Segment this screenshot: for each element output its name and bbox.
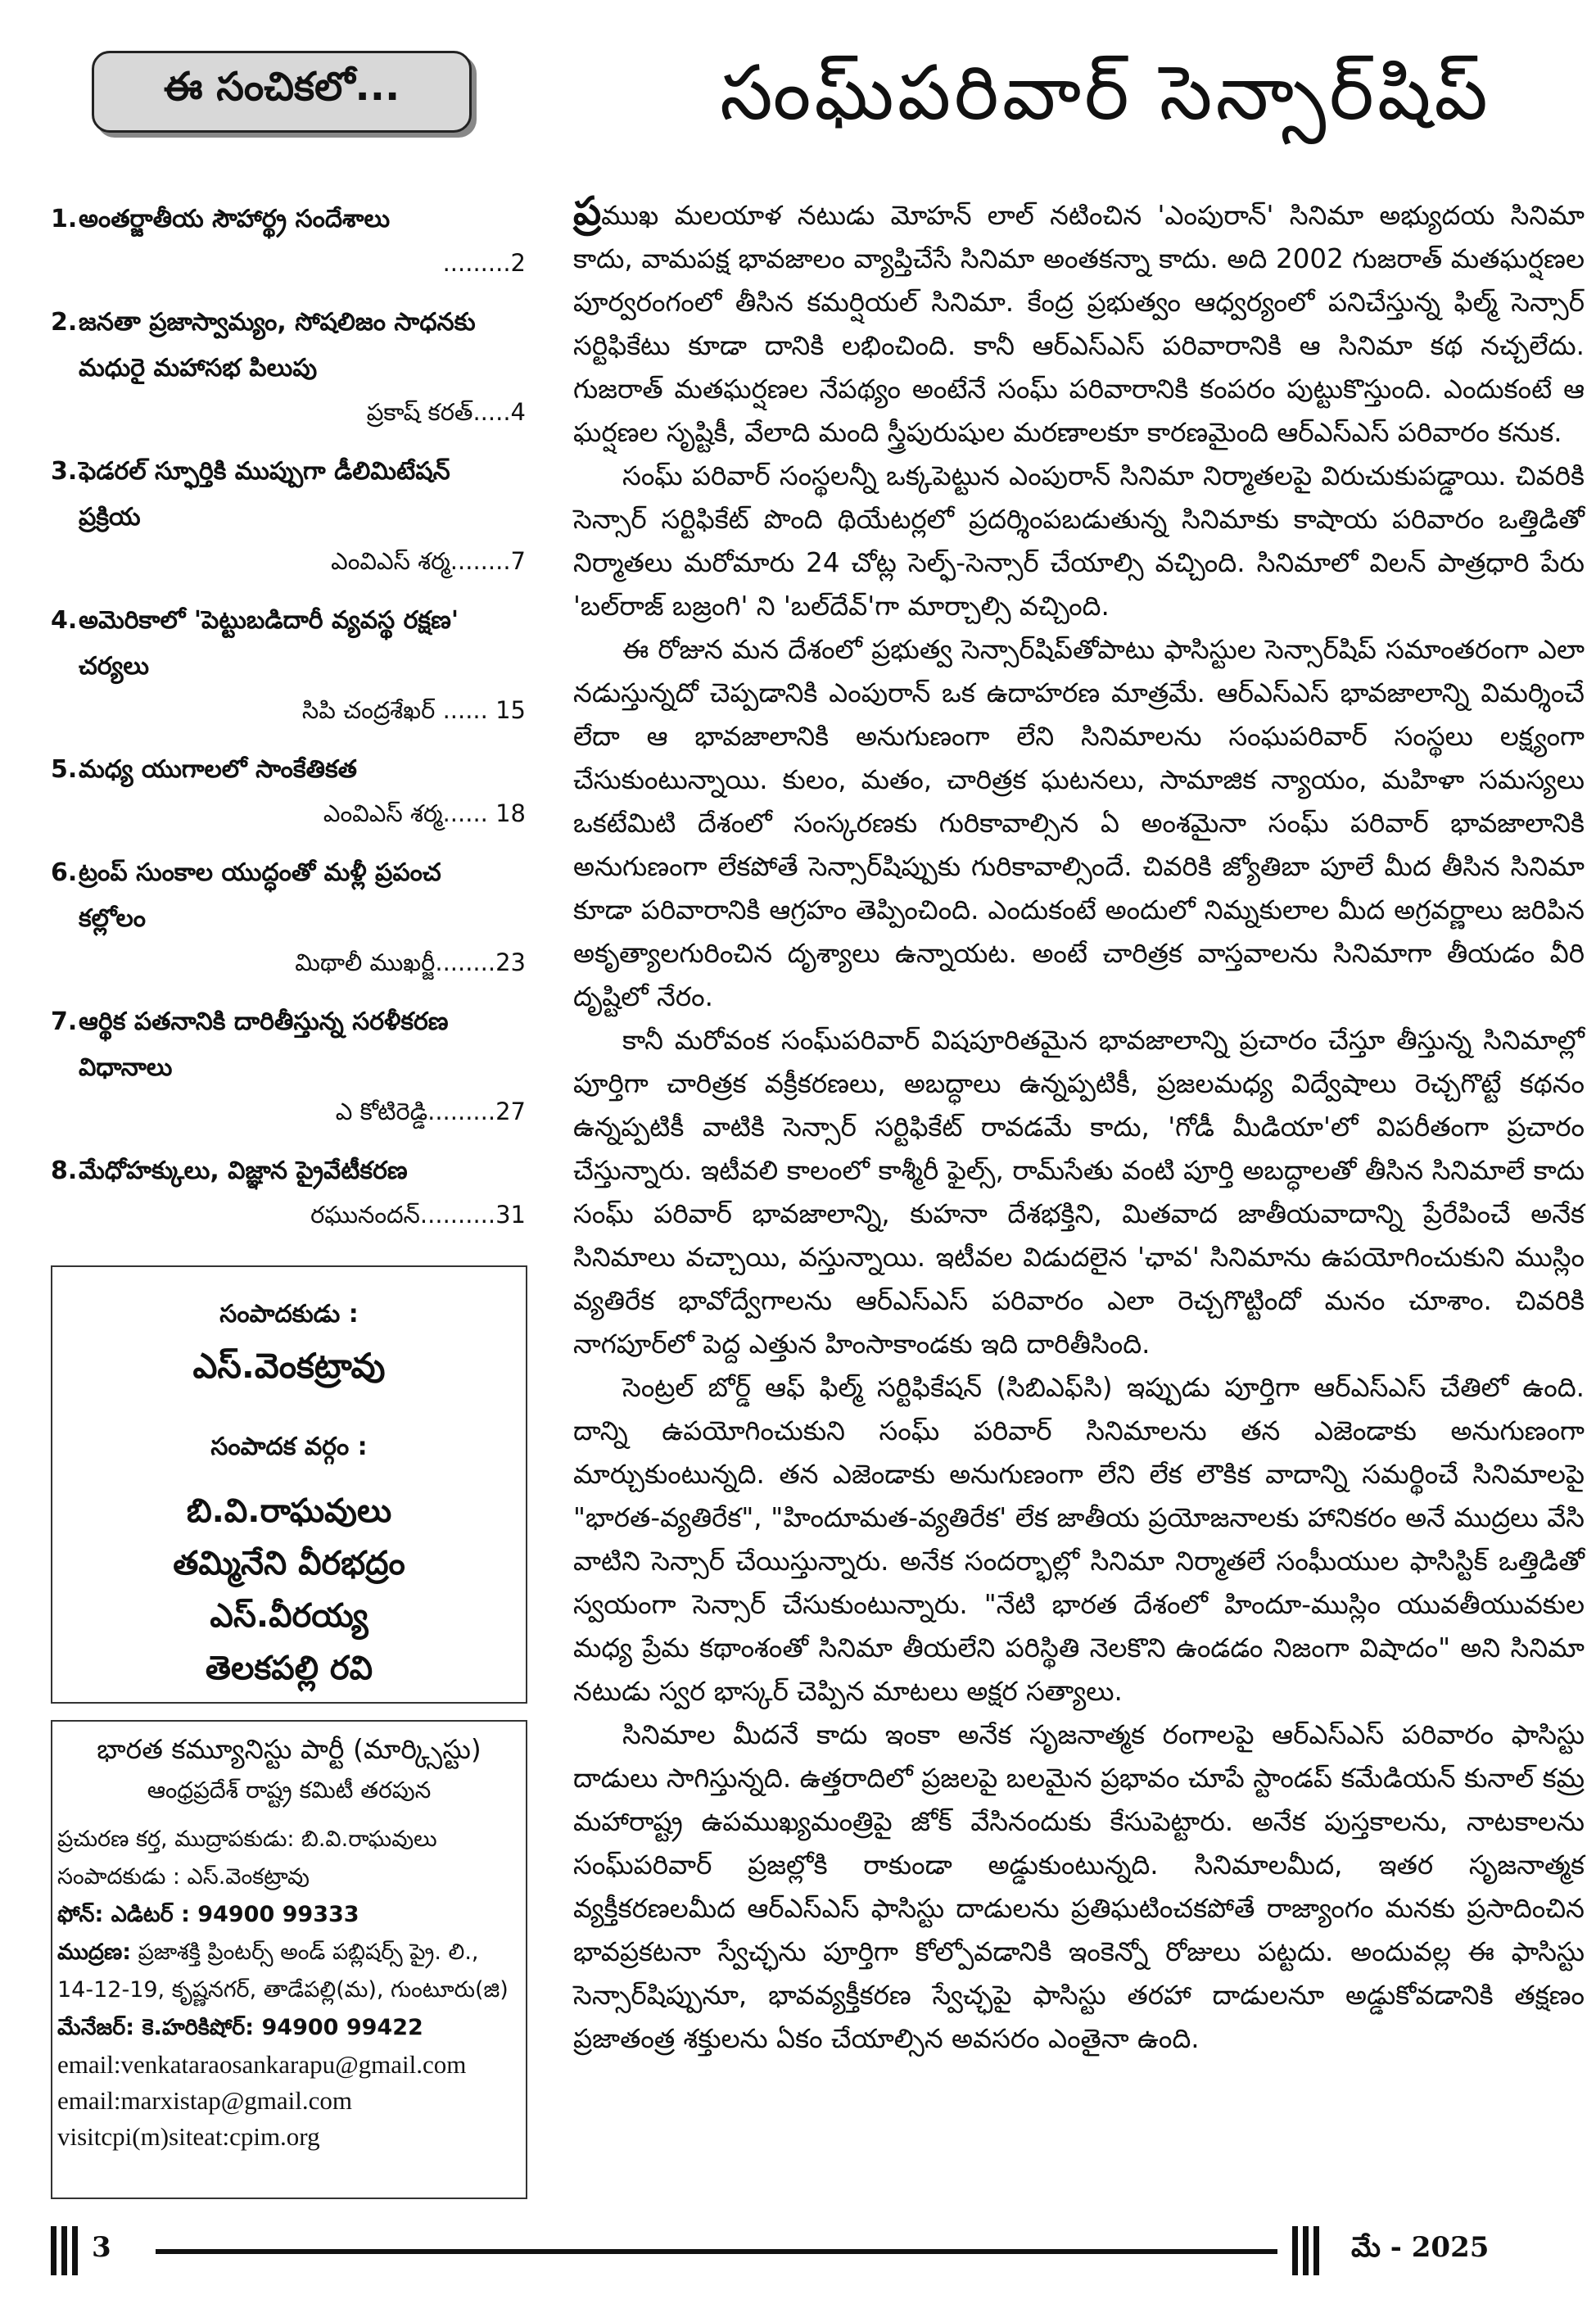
toc-item-title	[51, 850, 526, 942]
toc-item-author-page: ఎంవిఎస్ శర్మ...... 18	[323, 799, 526, 827]
toc-item-number: 2.	[51, 308, 78, 337]
article-paragraph	[573, 190, 1585, 455]
board-label: సంపాదక వర్గం :	[210, 1433, 368, 1461]
toc-item-title-text: ట్రంప్ సుంకాల యుద్ధంతో మళ్లీ ప్రపంచ	[79, 858, 441, 887]
toc-item-title	[51, 598, 526, 690]
toc-item[interactable]	[51, 598, 526, 731]
toc-item[interactable]	[51, 747, 526, 834]
article-paragraph: సంఘ్ పరివార్ సంస్థలన్నీ ఒక్కపెట్టున ఎంపురాన్ సినిమా నిర్మాతలపై విరుచుకుపడ్డాయి. చివరికి సెన్సార్ సర్టిఫికేట్ పొంది థియేటర్లలో ప్రదర్శింపబడుతున్న సినిమాకు కాషాయ పరివారం ఒత్తిడితో నిర్మాతలు మరోమారు 24 చోట్ల సెల్ఫ్-సెన్సార్ చేయాల్సి వచ్చింది. సినిమాలో విలన్ పాత్రధారి పేరు 'బల్‌రాజ్ బజ్రంగి' ని 'బల్‌దేవ్'గా మార్చాల్సి వచ్చింది.	[573, 460, 1585, 622]
footer-bars-left	[51, 2226, 78, 2275]
toc-item[interactable]	[51, 300, 526, 432]
toc-item-title-text: జనతా ప్రజాస్వామ్యం, సోషలిజం సాధనకు	[79, 308, 476, 337]
toc-item-title-cont: కల్లోలం	[79, 904, 146, 933]
toc-item-title-cont: విధానాలు	[79, 1053, 173, 1082]
toc-heading: ఈ సంచికలో...	[92, 51, 472, 133]
toc-item-title-text: మేధోహక్కులు, విజ్ఞాన ప్రైవేటీకరణ	[79, 1156, 408, 1185]
board-member: బి.వి.రాఘవులు	[186, 1492, 392, 1530]
toc-item-number: 5.	[51, 755, 78, 784]
toc-item-author-page: మిథాలీ ముఖర్జీ........23	[295, 948, 526, 976]
phone-line: ఫోన్: ఎడిటర్ : 94900 99333	[57, 1902, 359, 1927]
editor-label: సంపాదకుడు :	[219, 1300, 359, 1328]
toc-item-author-page: సిపి చంద్రశేఖర్ ...... 15	[301, 696, 526, 724]
toc-item[interactable]	[51, 999, 526, 1132]
toc-item-title-cont: మధురై మహాసభ పిలుపు	[79, 354, 318, 382]
board-member: తెలకపల్లి రవి	[205, 1650, 373, 1687]
publisher-line: ప్రచురణ కర్త, ముద్రాపకుడు: బి.వి.రాఘవులు	[57, 1826, 437, 1852]
toc-item-author-page: .........2	[442, 249, 526, 277]
manager-line: మేనేజర్: కె.హరికిషోర్: 94900 99422	[57, 2015, 423, 2040]
toc-item-author-page: రఘునందన్..........31	[310, 1201, 526, 1229]
party-subtitle: ఆంధ్రప్రదేశ్ రాష్ట్ర కమిటీ తరపున	[147, 1777, 432, 1804]
party-name: భారత కమ్యూనిస్టు పార్టీ (మార్క్సిస్టు)	[97, 1733, 482, 1765]
paragraph-text: ముఖ మలయాళ నటుడు మోహన్ లాల్ నటించిన 'ఎంపురాన్' సినిమా అభ్యుదయ సినిమా కాదు, వామపక్ష భావజాలం వ్యాప్తిచేసే సినిమా అంతకన్నా కాదు. అది 2002 గుజరాత్ మతఘర్షణల పూర్వరంగంలో తీసిన కమర్షియల్ సినిమా. కేంద్ర ప్రభుత్వం ఆధ్వర్యంలో పనిచేస్తున్న ఫిల్మ్ సెన్సార్ సర్టిఫికేటు కూడా దానికి లభించింది. కానీ ఆర్‌ఎస్‌ఎస్ పరివారానికి ఆ సినిమా కథ నచ్చలేదు. గుజరాత్ మతఘర్షణల నేపథ్యం అంటేనే సంఘ్ పరివారానికి కంపరం పుట్టుకొస్తుంది. ఎందుకంటే ఆ ఘర్షణల సృష్టికీ, వేలాది మంది స్త్రీపురుషుల మరణాలకూ కారణమైంది ఆర్‌ఎస్‌ఎస్ పరివారం కనుక.	[573, 200, 1585, 448]
toc-item-title	[51, 999, 526, 1091]
toc-item-title-text: ఫెడరల్ స్ఫూర్తికి ముప్పుగా డీలిమిటేషన్	[79, 457, 450, 486]
article-body	[573, 190, 1585, 2061]
page-footer	[0, 2220, 1596, 2285]
toc-item-title	[51, 449, 526, 541]
toc-item-number: 1.	[51, 205, 78, 233]
toc-item-number: 4.	[51, 606, 78, 635]
dropcap: ప్ర	[573, 188, 602, 234]
toc-item-title-cont: చర్యలు	[79, 652, 149, 681]
toc-item-number: 7.	[51, 1007, 78, 1036]
page-number: 3	[92, 2231, 111, 2264]
print-label: ముద్రణ:	[57, 1940, 132, 1965]
email-link-1[interactable]: email:venkataraosankarapu@gmail.com	[57, 2050, 467, 2079]
toc-item-title-cont: ప్రక్రియ	[79, 503, 141, 532]
print-text: ప్రజాశక్తి ప్రింటర్స్ అండ్ పబ్లిషర్స్ ప్రై. లి., 14-12-19, కృష్ణనగర్, తాడేపల్లి(మ), గుంటూరు(జి)	[57, 1940, 509, 2003]
publisher-box	[51, 1720, 527, 2199]
print-line	[57, 1934, 521, 2009]
toc-item[interactable]	[51, 449, 526, 582]
editor-name: ఎస్.వెంకట్రావు	[192, 1346, 386, 1386]
footer-bars-right	[1292, 2226, 1319, 2275]
toc-item[interactable]	[51, 850, 526, 983]
article-title: సంఘ్‌పరివార్ సెన్సార్‌షిప్	[720, 49, 1491, 137]
board-member: తమ్మినేని వీరభద్రం	[173, 1545, 405, 1582]
board-member: ఎస్.వీరయ్య	[210, 1597, 368, 1635]
website-link[interactable]: visitcpi(m)siteat:cpim.org	[57, 2122, 320, 2151]
toc-item-author-page: ఎంవిఎస్ శర్మ........7	[331, 547, 526, 575]
toc-item-title-text: ఆర్థిక పతనానికి దారితీస్తున్న సరళీకరణ	[79, 1007, 449, 1036]
toc-item-title-text: మధ్య యుగాలలో సాంకేతికత	[79, 755, 357, 784]
toc-item-title	[51, 300, 526, 392]
toc-item-number: 6.	[51, 858, 78, 887]
article-paragraph: ఈ రోజున మన దేశంలో ప్రభుత్వ సెన్సార్‌షిప్‌తోపాటు ఫాసిస్టుల సెన్సార్‌షిప్ సమాంతరంగా ఎలా నడుస్తున్నదో చెప్పడానికి ఎంపురాన్ ఒక ఉదాహరణ మాత్రమే. ఆర్‌ఎస్‌ఎస్ భావజాలాన్ని విమర్శించే లేదా ఆ భావజాలానికి అనుగుణంగా లేని సినిమాలను సంఘపరివార్ సంస్థలు లక్ష్యంగా చేసుకుంటున్నాయి. కులం, మతం, చారిత్రక ఘటనలు, సామాజిక న్యాయం, మహిళా సమస్యలు ఒకటేమిటి దేశంలో సంస్కరణకు గురికావాల్సిన ఏ అంశమైనా సంఘ్ పరివార్ భావజాలానికి అనుగుణంగా లేకపోతే సెన్సార్‌షిప్పుకు గురికావాల్సిందే. చివరికి జ్యోతిబా పూలే మీద తీసిన సినిమా కూడా పరివారానికి ఆగ్రహం తెప్పించింది. ఎందుకంటే అందులో నిమ్నకులాల మీద అగ్రవర్ణాలు జరిపిన అకృత్యాలగురించిన దృశ్యాలు ఉన్నాయట. అంటే చారిత్రక వాస్తవాలను సినిమాగా తీయడం వీరి దృష్టిలో నేరం.	[573, 634, 1585, 1012]
toc-item-title	[51, 197, 526, 242]
issue-date: మే - 2025	[1351, 2231, 1490, 2264]
toc-item[interactable]	[51, 1148, 526, 1235]
toc-item-author-page: ఎ కోటిరెడ్డి.........27	[335, 1098, 526, 1125]
toc-item-title	[51, 1148, 526, 1194]
toc-item-title-text: అమెరికాలో 'పెట్టుబడిదారీ వ్యవస్థ రక్షణ'	[79, 606, 459, 635]
footer-rule	[156, 2249, 1277, 2254]
editor-line: సంపాదకుడు : ఎస్.వెంకట్రావు	[57, 1864, 310, 1890]
toc-item-author-page: ప్రకాష్ కరత్.....4	[366, 398, 526, 426]
toc-item-number: 3.	[51, 457, 78, 486]
editorial-board-box	[51, 1265, 527, 1704]
article-paragraph: సెంట్రల్ బోర్డ్ ఆఫ్ ఫిల్మ్ సర్టిఫికేషన్ (సిబిఎఫ్‌సి) ఇప్పుడు పూర్తిగా ఆర్‌ఎస్‌ఎస్ చేతిలో ఉంది. దాన్ని ఉపయోగించుకుని సంఘ్ పరివార్ సినిమాలను తన ఎజెండాకు అనుగుణంగా మార్చుకుంటున్నది. తన ఎజెండాకు అనుగుణంగా లేని లేక లౌకిక వాదాన్ని సమర్థించే సినిమాలపై "భారత-వ్యతిరేక", "హిందూమత-వ్యతిరేక' లేక జాతీయ ప్రయోజనాలకు హానికరం అనే ముద్రలు వేసి వాటిని సెన్సార్ చేయిస్తున్నారు. అనేక సందర్భాల్లో సినిమా నిర్మాతలే సంఘీయుల ఫాసిస్టిక్ ఒత్తిడితో స్వయంగా సెన్సార్ చేసుకుంటున్నారు. "నేటి భారత దేశంలో హిందూ-ముస్లిం యువతీయువకుల మధ్య ప్రేమ కథాంశంతో సినిమా తీయలేని పరిస్థితి నెలకొని ఉండడం నిజంగా విషాదం" అని సినిమా నటుడు స్వర భాస్కర్ చెప్పిన మాటలు అక్షర సత్యాలు.	[573, 1372, 1585, 1707]
table-of-contents	[51, 197, 526, 1252]
toc-item[interactable]	[51, 197, 526, 283]
article-paragraph: సినిమాల మీదనే కాదు ఇంకా అనేక సృజనాత్మక రంగాలపై ఆర్‌ఎస్‌ఎస్ పరివారం ఫాసిస్టు దాడులు సాగిస్తున్నది. ఉత్తరాదిలో ప్రజలపై బలమైన ప్రభావం చూపే స్టాండప్ కమేడియన్ కునాల్ కమ్ర మహారాష్ట్ర ఉపముఖ్యమంత్రిపై జోక్ వేసినందుకు కేసుపెట్టారు. అనేక పుస్తకాలను, నాటకాలను సంఘ్‌పరివార్ ప్రజల్లోకి రాకుండా అడ్డుకుంటున్నది. సినిమాలమీద, ఇతర సృజనాత్మక వ్యక్తీకరణలమీద ఆర్‌ఎస్‌ఎస్ ఫాసిస్టు దాడులను ప్రతిఘటించకపోతే రాజ్యాంగం మనకు ప్రసాదించిన భావప్రకటనా స్వేచ్ఛను పూర్తిగా కోల్పోవడానికి ఇంకెన్నో రోజులు పట్టదు. అందువల్ల ఈ ఫాసిస్టు సెన్సార్‌షిప్పునూ, భావవ్యక్తీకరణ స్వేచ్ఛపై ఫాసిస్టు తరహా దాడులనూ అడ్డుకోవడానికి తక్షణం ప్రజాతంత్ర శక్తులను ఏకం చేయాల్సిన అవసరం ఎంతైనా ఉంది.	[573, 1719, 1585, 2054]
toc-item-title-text: అంతర్జాతీయ సౌహార్థ్ర సందేశాలు	[79, 205, 391, 233]
article-paragraph: కానీ మరోవంక సంఘ్‌పరివార్ విషపూరితమైన భావజాలాన్ని ప్రచారం చేస్తూ తీస్తున్న సినిమాల్లో పూర్తిగా చారిత్రక వక్రీకరణలు, అబద్ధాలు ఉన్నప్పటికీ, ప్రజలమధ్య విద్వేషాలు రెచ్చగొట్టే కథనం ఉన్నప్పటికీ వాటికి సెన్సార్ సర్టిఫికేట్ రావడమే కాదు, 'గోడీ మీడియా'లో విపరీతంగా ప్రచారం చేస్తున్నారు. ఇటీవలి కాలంలో కాశ్మీరీ ఫైల్స్, రామ్‌సేతు వంటి పూర్తి అబద్ధాలతో తీసిన సినిమాలే కాదు సంఘ్ పరివార్ భావజాలాన్ని, కుహనా దేశభక్తిని, మితవాద జాతీయవాదాన్ని ప్రేరేపించే అనేక సినిమాలు వచ్చాయి, వస్తున్నాయి. ఇటీవల విడుదలైన 'ఛావ' సినిమాను ఉపయోగించుకుని ముస్లిం వ్యతిరేక భావోద్వేగాలను ఆర్‌ఎస్‌ఎస్ పరివారం ఎలా రెచ్చగొట్టిందో మనం చూశాం. చివరికి నాగపూర్‌లో పెద్ద ఎత్తున హింసాకాండకు ఇది దారితీసింది.	[573, 1025, 1585, 1360]
toc-item-number: 8.	[51, 1156, 78, 1185]
toc-item-title	[51, 747, 526, 793]
email-link-2[interactable]: email:marxistap@gmail.com	[57, 2086, 352, 2115]
